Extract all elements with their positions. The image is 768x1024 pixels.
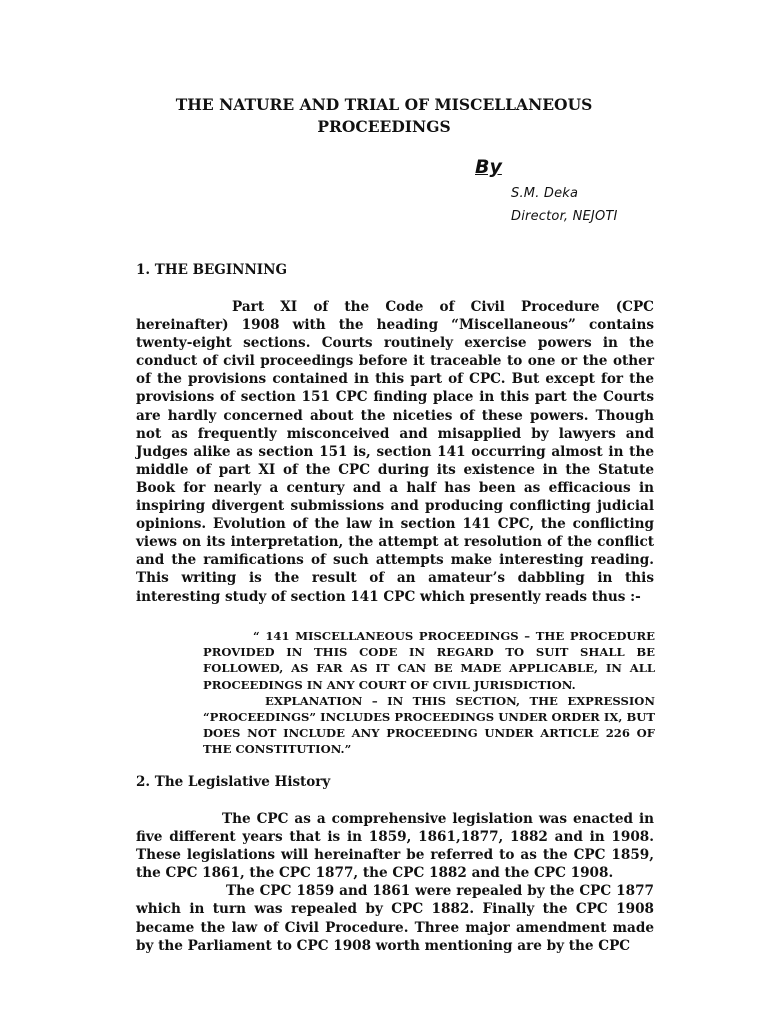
section-1-heading: 1. THE BEGINNING: [136, 262, 287, 278]
section-2-paragraphs: [136, 810, 654, 955]
document-title: [130, 94, 638, 138]
section-2-paragraph-2: The CPC 1859 and 1861 were repealed by the CPC 1877 which in turn was repealed by CPC 1882. Finally the CPC 1908 became the law of Civil Procedure. Three major amendment made by the Parliament to CPC 1908 worth mentioning are by the CPC: [136, 883, 654, 954]
title-line-1: THE NATURE AND TRIAL OF MISCELLANEOUS: [175, 95, 593, 114]
quote-main-text: “ 141 MISCELLANEOUS PROCEEDINGS – THE PROCEDURE PROVIDED IN THIS CODE IN REGARD TO SUIT SHALL BE FOLLOWED, AS FAR AS IT CAN BE MADE APPLICABLE, IN ALL PROCEEDINGS IN ANY COURT OF CIVIL JURISDICTION.: [203, 629, 655, 692]
title-line-2: PROCEEDINGS: [317, 117, 451, 136]
byline-by: By: [475, 156, 502, 178]
author-name: S.M. Deka: [511, 186, 579, 201]
author-block: [511, 182, 618, 228]
section-1-paragraph-text: Part XI of the Code of Civil Procedure (CPC hereinafter) 1908 with the heading “Miscellaneous” contains twenty-eight sections. Courts routinely exercise powers in the conduct of civil proceedings before it traceable to one or the other of the provisions contained in this part of CPC. But except for the provisions of section 151 CPC finding place in this part the Courts are hardly concerned about the niceties of these powers. Though not as frequently misconceived and misapplied by lawyers and Judges alike as section 151 is, section 141 occurring almost in the middle of part XI of the CPC during its existence in the Statute Book for nearly a century and a half has been as efficacious in inspiring divergent submissions and producing conflicting judicial opinions. Evolution of the law in section 141 CPC, the conflicting views on its interpretation, the attempt at resolution of the conflict and the ramifications of such attempts make interesting reading. This writing is the result of an amateur’s dabbling in this interesting study of section 141 CPC which presently reads thus :-: [136, 299, 654, 605]
section-141-quote: [203, 628, 655, 758]
author-role: Director, NEJOTI: [511, 209, 618, 224]
section-1-paragraph: [136, 298, 654, 606]
section-2-heading: 2. The Legislative History: [136, 774, 331, 790]
quote-explanation-text: EXPLANATION – IN THIS SECTION, THE EXPRESSION “PROCEEDINGS” INCLUDES PROCEEDINGS UNDER ORDER IX, BUT DOES NOT INCLUDE ANY PROCEEDING UNDER ARTICLE 226 OF THE CONSTITUTION.”: [203, 693, 655, 757]
section-2-paragraph-1: The CPC as a comprehensive legislation was enacted in five different years that is in 1859, 1861,1877, 1882 and in 1908. These legislations will hereinafter be referred to as the CPC 1859, the CPC 1861, the CPC 1877, the CPC 1882 and the CPC 1908.: [136, 811, 654, 882]
